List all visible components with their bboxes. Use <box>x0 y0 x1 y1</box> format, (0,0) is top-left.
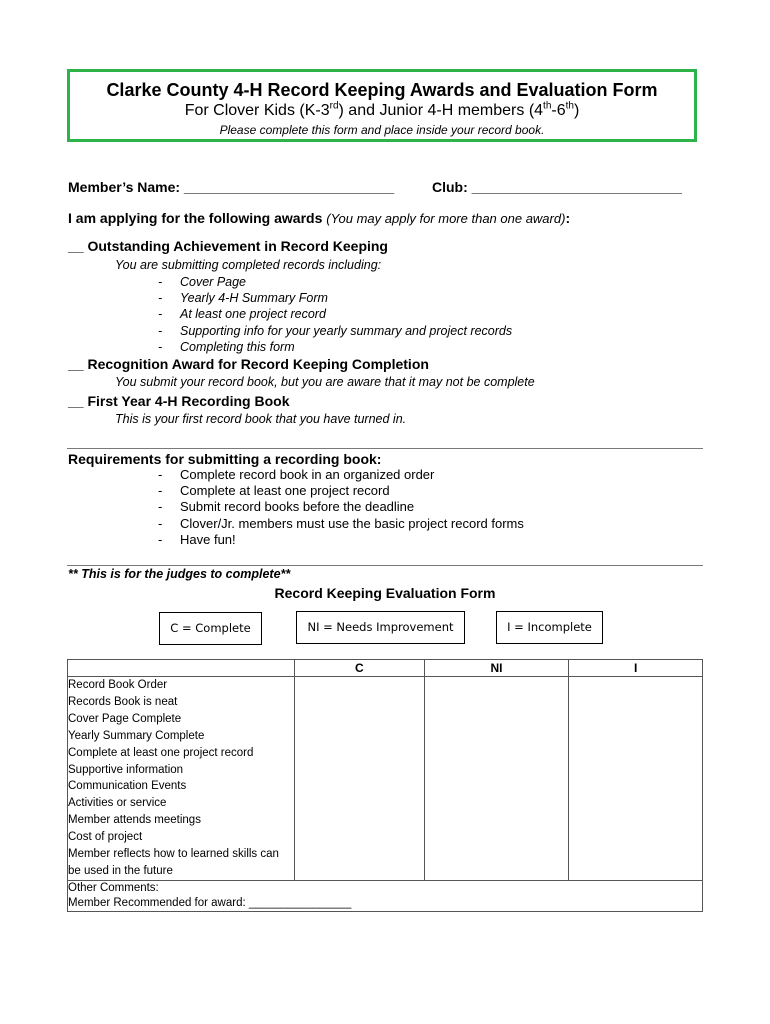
divider <box>67 565 703 566</box>
form-subtitle: For Clover Kids (K-3rd) and Junior 4-H members (4th-6th) <box>184 100 580 119</box>
c-rating-cell[interactable] <box>294 677 424 881</box>
form-header <box>67 69 697 142</box>
criterion: Yearly Summary Complete <box>68 729 205 742</box>
i-rating-cell[interactable] <box>569 677 703 881</box>
applying-statement: I am applying for the following awards (You may apply for more than one award): <box>68 210 571 226</box>
divider <box>67 448 703 449</box>
legend-complete: C = Complete <box>159 612 262 645</box>
list-item: - Clover/Jr. members must use the basic project record forms <box>158 515 524 531</box>
member-recommended-field[interactable]: Member Recommended for award: ________________ <box>68 896 352 909</box>
table-row <box>68 677 703 881</box>
legend-needs-improvement: NI = Needs Improvement <box>296 611 465 644</box>
column-header-ni: NI <box>424 660 569 677</box>
ni-rating-cell[interactable] <box>424 677 569 881</box>
column-header-blank <box>68 660 295 677</box>
award-items-list <box>158 274 512 355</box>
list-item: - Cover Page <box>158 275 247 289</box>
legend-incomplete: I = Incomplete <box>496 611 603 644</box>
list-item: - Submit record books before the deadline <box>158 499 415 515</box>
other-comments-label: Other Comments: <box>68 881 159 894</box>
criterion: Supportive information <box>68 763 184 776</box>
award-description: You submit your record book, but you are aware that it may not be complete <box>115 375 535 389</box>
evaluation-form-title: Record Keeping Evaluation Form <box>274 585 496 601</box>
list-item: - Have fun! <box>158 531 236 547</box>
requirements-list <box>158 467 524 548</box>
requirements-heading: Requirements for submitting a recording book: <box>68 451 382 467</box>
comments-cell[interactable] <box>68 880 703 911</box>
criterion: Communication Events <box>68 780 187 793</box>
member-name-field[interactable]: Member’s Name: ___________________________ <box>68 179 395 195</box>
form-title: Clarke County 4-H Record Keeping Awards and Evaluation Form <box>106 80 658 100</box>
criterion: Records Book is neat <box>68 695 178 708</box>
criterion: Member reflects how to learned skills can be used in the future <box>68 848 279 877</box>
club-field[interactable]: Club: ___________________________ <box>432 179 682 195</box>
criterion: Cover Page Complete <box>68 712 182 725</box>
award-recognition[interactable]: __ Recognition Award for Record Keeping Completion <box>68 356 429 372</box>
list-item: - Complete at least one project record <box>158 483 390 499</box>
criterion: Complete at least one project record <box>68 746 254 759</box>
list-item: - Supporting info for your yearly summary and project records <box>158 323 513 338</box>
award-outstanding-achievement[interactable]: __ Outstanding Achievement in Record Keeping <box>68 238 388 254</box>
list-item: - Yearly 4-H Summary Form <box>158 291 328 306</box>
criterion: Record Book Order <box>68 679 168 691</box>
list-item: - At least one project record <box>158 307 326 322</box>
criterion: Member attends meetings <box>68 814 201 827</box>
award-description: You are submitting completed records including: <box>115 258 382 272</box>
column-header-i: I <box>569 660 703 677</box>
list-item: - Completing this form <box>158 339 295 354</box>
award-description: This is your first record book that you have turned in. <box>115 412 407 426</box>
criterion: Activities or service <box>68 797 167 810</box>
table-row <box>68 880 703 911</box>
table-header-row <box>68 660 703 677</box>
criterion: Cost of project <box>68 831 143 844</box>
evaluation-table <box>67 659 703 912</box>
criteria-cell <box>68 677 295 881</box>
list-item: - Complete record book in an organized order <box>158 467 435 482</box>
award-first-year[interactable]: __ First Year 4-H Recording Book <box>68 393 290 409</box>
judges-note: ** This is for the judges to complete** <box>68 567 291 581</box>
form-instruction: Please complete this form and place inside your record book. <box>219 123 545 137</box>
column-header-c: C <box>294 660 424 677</box>
